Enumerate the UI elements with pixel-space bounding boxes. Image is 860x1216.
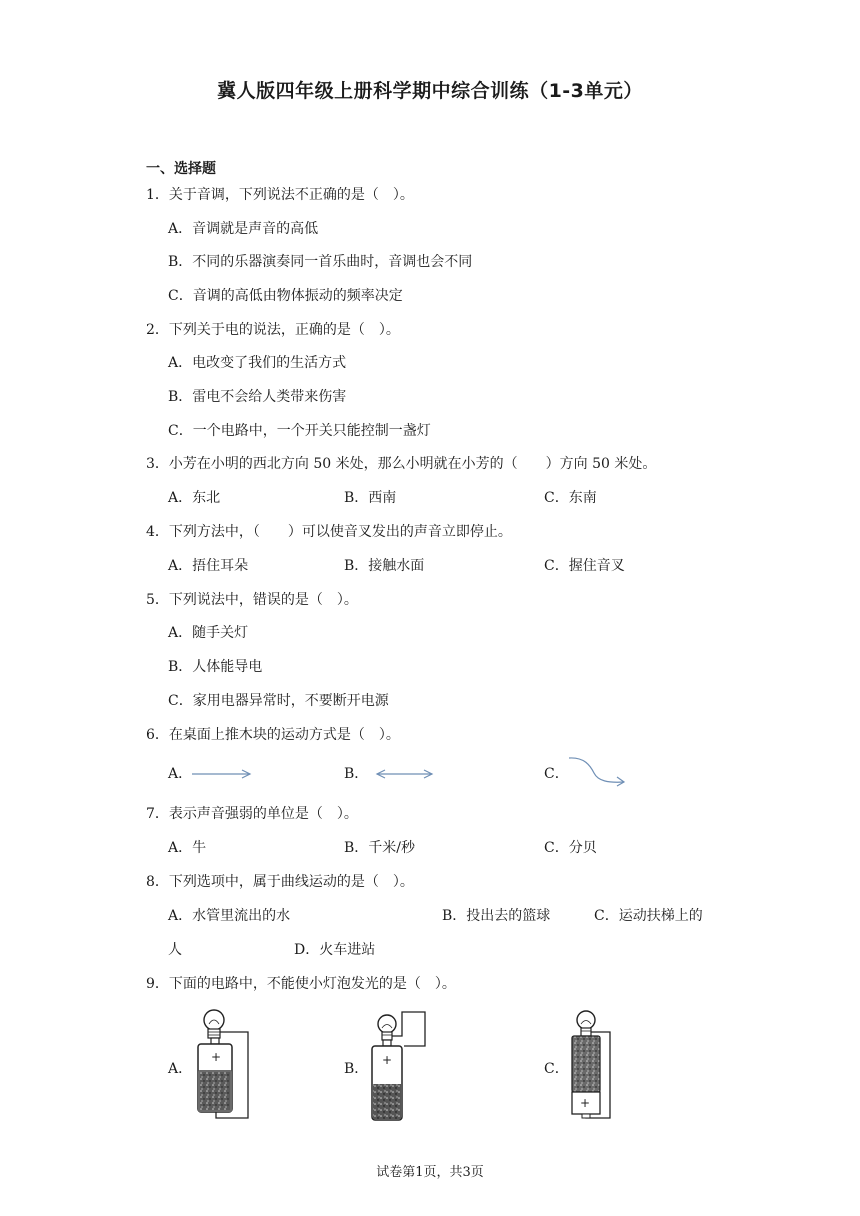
q2-option-b[interactable]: B．雷电不会给人类带来伤害 (168, 389, 347, 405)
q5-option-c[interactable]: C．家用电器异常时，不要断开电源 (168, 693, 389, 709)
svg-text:+: + (211, 1050, 222, 1064)
q8-option-b[interactable]: B．投出去的篮球 (442, 908, 551, 924)
q4-option-a[interactable]: A．捂住耳朵 (168, 558, 249, 574)
q6-option-c[interactable]: C． (544, 766, 569, 782)
circuit-a-diagram (188, 1006, 258, 1128)
circuit-c-diagram (562, 1006, 632, 1128)
svg-text:+: + (382, 1053, 393, 1067)
straight-arrow-icon (190, 766, 254, 782)
q4-option-b[interactable]: B．接触水面 (344, 558, 425, 574)
q8-option-d[interactable]: D．火车进站 (294, 942, 376, 958)
question-9: 9．下面的电路中，不能使小灯泡发光的是（ ）。 (146, 976, 456, 992)
curved-arrow-icon (566, 755, 630, 791)
question-2: 2．下列关于电的说法，正确的是（ ）。 (146, 322, 400, 338)
question-1: 1．关于音调，下列说法不正确的是（ ）。 (146, 187, 414, 203)
page-footer: 试卷第1页，共3页 (376, 1165, 484, 1180)
q8-option-a[interactable]: A．水管里流出的水 (168, 908, 291, 924)
question-6: 6．在桌面上推木块的运动方式是（ ）。 (146, 727, 400, 743)
q4-option-c[interactable]: C．握住音叉 (544, 558, 625, 574)
question-8: 8．下列选项中，属于曲线运动的是（ ）。 (146, 874, 414, 890)
q8-option-c[interactable]: C．运动扶梯上的 (594, 908, 703, 924)
question-4: 4．下列方法中，（ ）可以使音叉发出的声音立即停止。 (146, 524, 512, 540)
q7-option-b[interactable]: B．千米/秒 (344, 840, 416, 856)
question-7: 7．表示声音强弱的单位是（ ）。 (146, 806, 358, 822)
q9-option-a[interactable]: A． (168, 1061, 193, 1077)
q6-option-a[interactable]: A． (168, 766, 193, 782)
q1-option-a[interactable]: A．音调就是声音的高低 (168, 221, 319, 237)
q1-option-b[interactable]: B．不同的乐器演奏同一首乐曲时，音调也会不同 (168, 254, 473, 270)
q7-option-a[interactable]: A．牛 (168, 840, 207, 856)
q3-option-a[interactable]: A．东北 (168, 490, 221, 506)
page-title: 冀人版四年级上册科学期中综合训练（1-3单元） (217, 80, 643, 102)
q9-option-c[interactable]: C． (544, 1061, 569, 1077)
q3-option-b[interactable]: B．西南 (344, 490, 397, 506)
q9-option-b[interactable]: B． (344, 1061, 369, 1077)
section-heading: 一、选择题 (146, 161, 216, 177)
q3-option-c[interactable]: C．东南 (544, 490, 597, 506)
circuit-b-diagram (362, 1006, 432, 1128)
q5-option-b[interactable]: B．人体能导电 (168, 659, 263, 675)
question-3: 3．小芳在小明的西北方向 50 米处，那么小明就在小芳的（ ）方向 50 米处。 (146, 456, 657, 472)
q1-option-c[interactable]: C．音调的高低由物体振动的频率决定 (168, 288, 403, 304)
q6-option-b[interactable]: B． (344, 766, 369, 782)
q2-option-c[interactable]: C．一个电路中，一个开关只能控制一盏灯 (168, 423, 431, 439)
q5-option-a[interactable]: A．随手关灯 (168, 625, 249, 641)
svg-text:+: + (580, 1096, 591, 1110)
q7-option-c[interactable]: C．分贝 (544, 840, 597, 856)
question-5: 5．下列说法中，错误的是（ ）。 (146, 592, 358, 608)
q8-option-c-continued: 人 (168, 942, 182, 958)
double-arrow-icon (374, 766, 436, 782)
q2-option-a[interactable]: A．电改变了我们的生活方式 (168, 355, 347, 371)
